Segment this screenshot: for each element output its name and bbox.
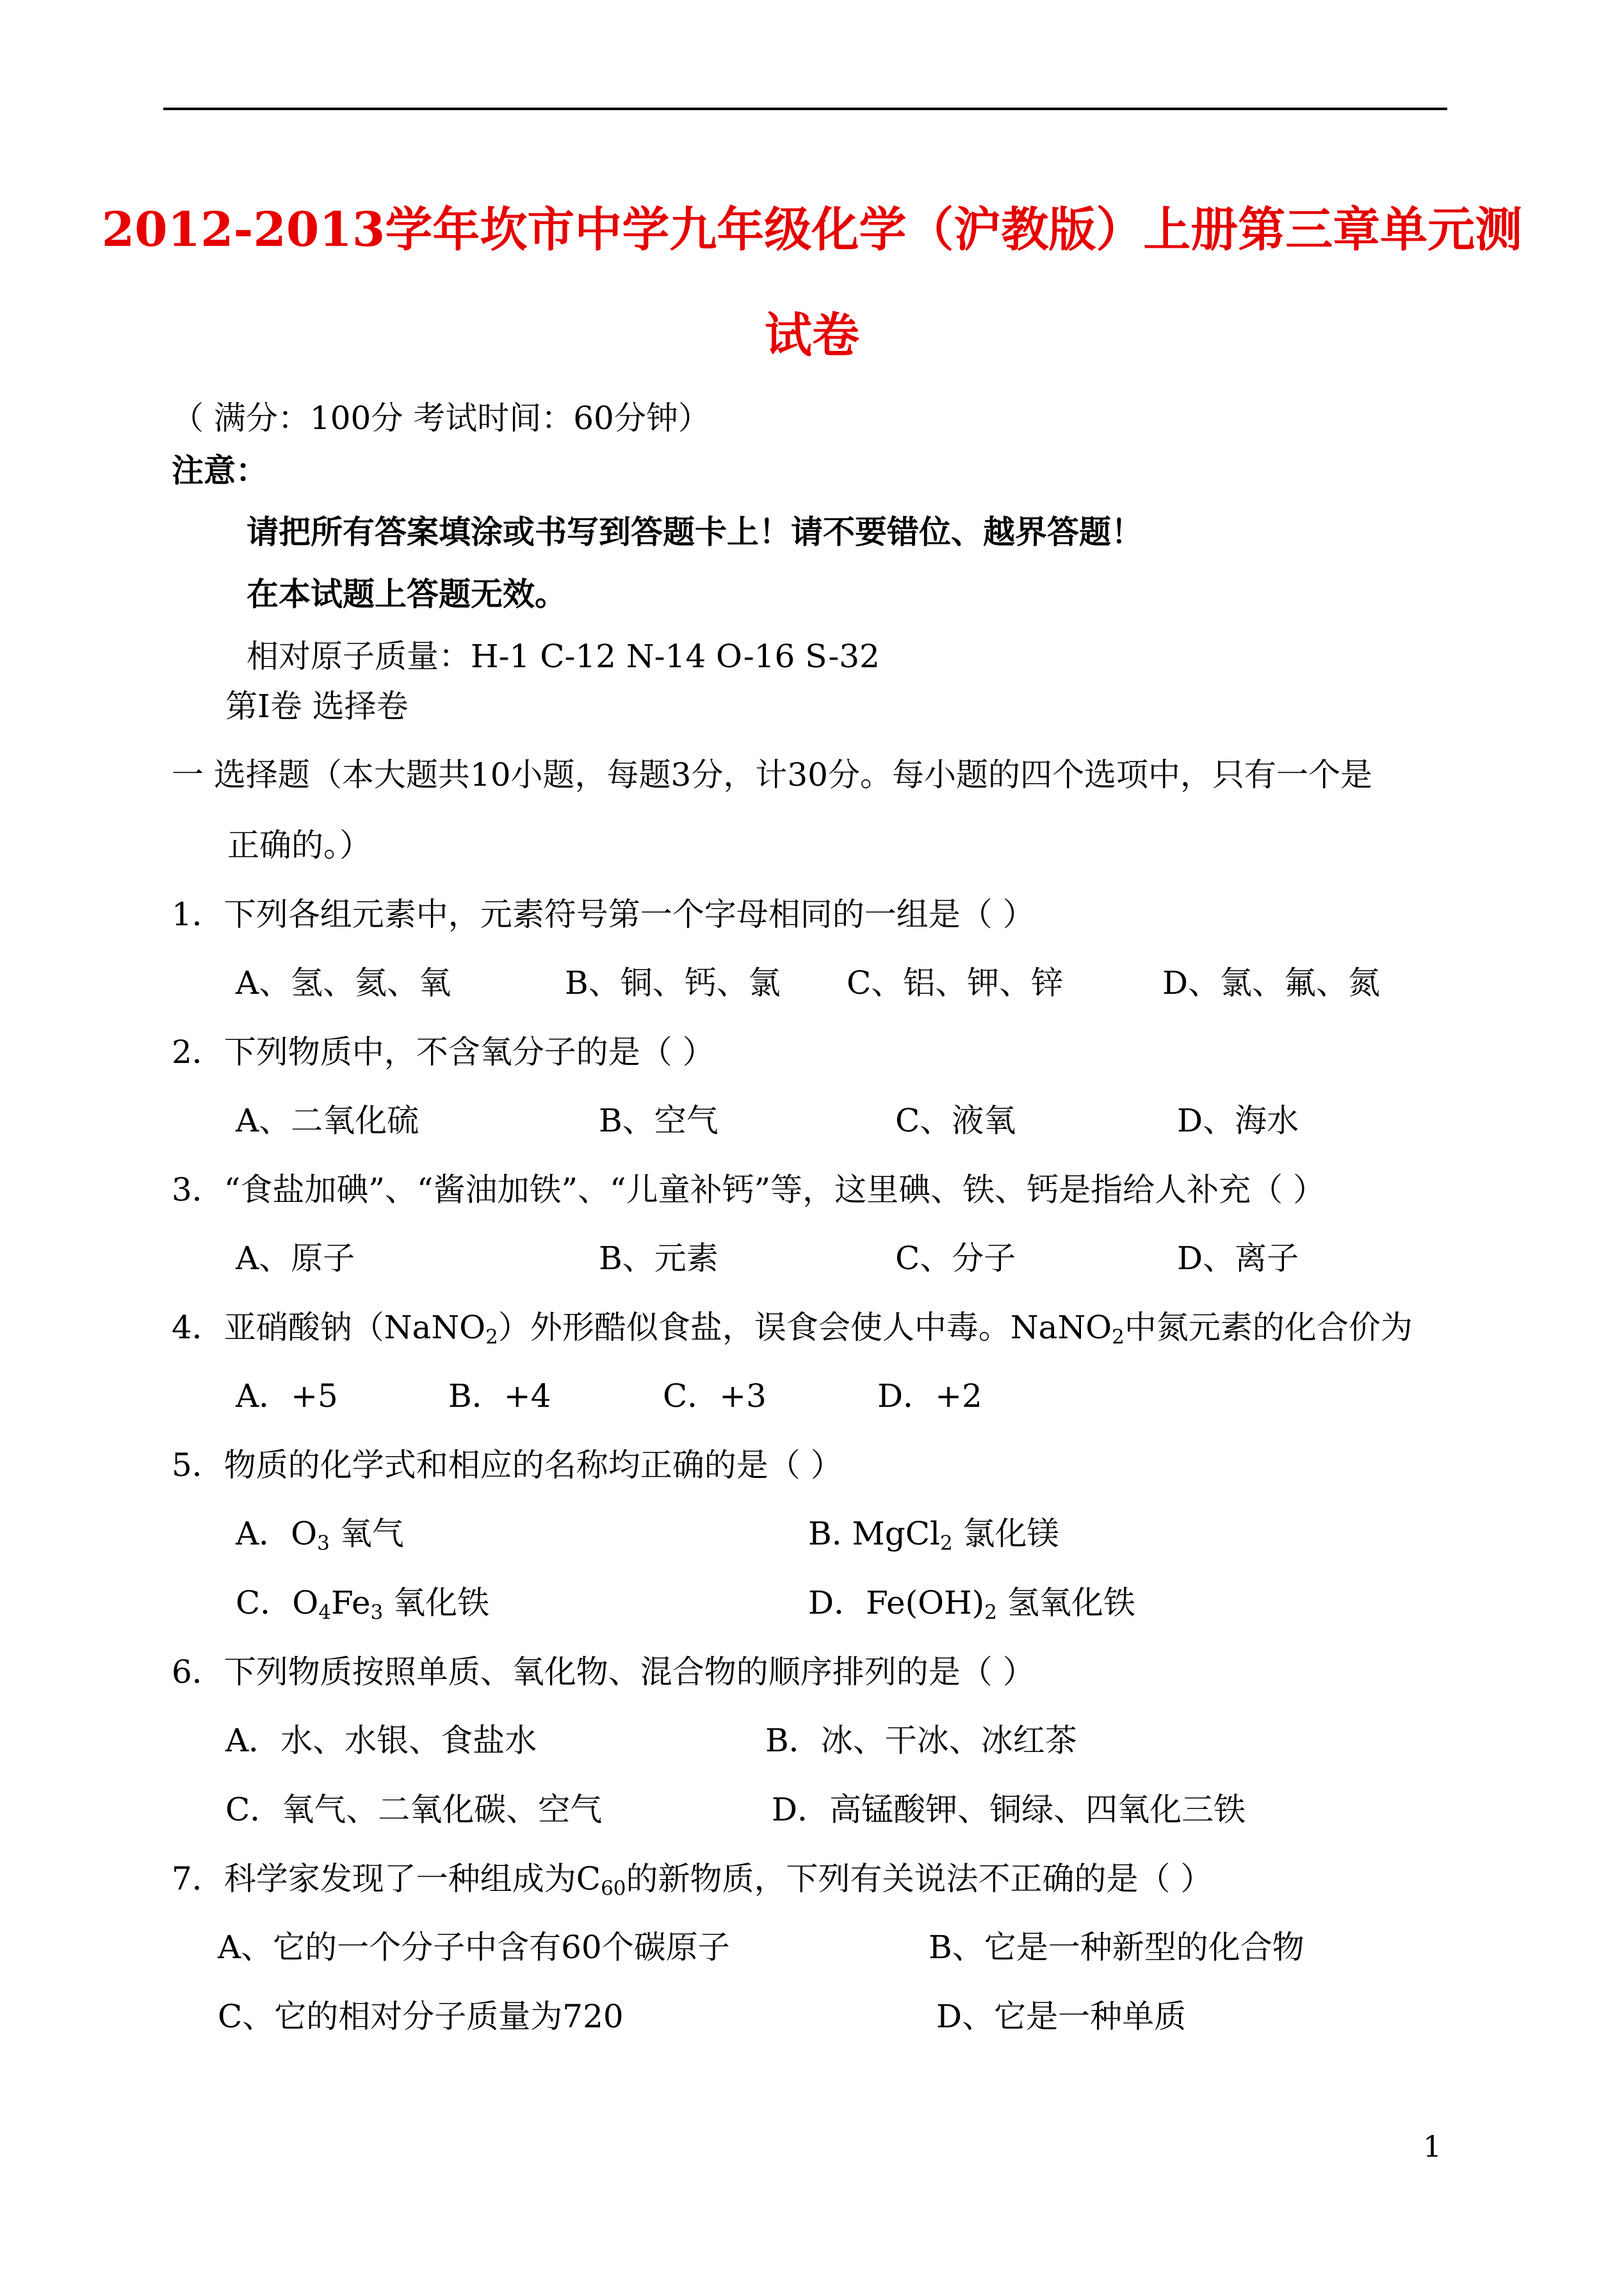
question-2-option-a: A、二氧化硫	[236, 1102, 419, 1139]
question-4-option-b: B．+4	[448, 1377, 551, 1415]
question-5-option-c: C．$O_4Fe_3$ 氧化铁	[236, 1584, 490, 1624]
question-6-option-a: A．水、水银、食盐水	[225, 1722, 537, 1759]
atomic-masses: 相对原子质量：H-1 C-12 N-14 O-16 S-32	[247, 638, 880, 675]
question-6-stem: 6．下列物质按照单质、氧化物、混合物的顺序排列的是（ ）	[172, 1653, 1035, 1691]
page-title-line1: 2012-2013学年坎市中学九年级化学（沪教版）上册第三章单元测	[101, 202, 1523, 257]
notice-label: 注意：	[172, 451, 268, 489]
question-1-option-a: A、氢、氦、氧	[236, 964, 451, 1002]
question-5-option-b: B. MgCl$_2$ 氯化镁	[808, 1515, 1059, 1555]
notice-line2: 在本试题上答题无效。	[247, 575, 567, 613]
question-4-option-a: A．+5	[236, 1377, 338, 1415]
question-7-option-d: D、它是一种单质	[936, 1998, 1187, 2035]
question-4-stem: 4．亚硝酸钠（NaNO$_2$）外形酷似食盐，误食会使人中毒。NaNO$_2$中氮元素的化合价为	[172, 1309, 1413, 1349]
header-rule	[163, 108, 1447, 110]
question-3-option-a: A、原子	[236, 1240, 355, 1277]
exam-info: （ 满分：100分 考试时间：60分钟）	[172, 400, 710, 437]
question-6-option-b: B．冰、干冰、冰红茶	[765, 1722, 1077, 1759]
question-2-stem: 2．下列物质中，不含氧分子的是（ ）	[172, 1034, 715, 1071]
question-7-option-b: B、它是一种新型的化合物	[929, 1929, 1304, 1966]
question-3-option-c: C、分子	[895, 1240, 1016, 1277]
notice-line1: 请把所有答案填涂或书写到答题卡上！请不要错位、越界答题！	[247, 513, 1143, 551]
question-1-stem: 1．下列各组元素中，元素符号第一个字母相同的一组是（ ）	[172, 896, 1035, 933]
question-4-option-d: D．+2	[877, 1377, 982, 1415]
question-5-option-d: D．$Fe(OH)_2$ 氢氧化铁	[808, 1584, 1135, 1624]
page-title-line2: 试卷	[765, 308, 859, 363]
question-2-option-b: B、空气	[599, 1102, 719, 1139]
question-5-stem: 5．物质的化学式和相应的名称均正确的是（ ）	[172, 1447, 843, 1484]
question-2-option-d: D、海水	[1177, 1102, 1299, 1139]
question-7-option-c: C、它的相对分子质量为720	[218, 1998, 624, 2035]
section-title: 第Ⅰ卷 选择卷	[225, 688, 409, 725]
part-one-line1: 一 选择题（本大题共10小题，每题3分，计30分。每小题的四个选项中，只有一个是	[172, 756, 1372, 793]
question-1-option-d: D、氯、氟、氮	[1162, 964, 1381, 1002]
question-2-option-c: C、液氧	[895, 1102, 1016, 1139]
question-7-option-a: A、它的一个分子中含有60个碳原子	[218, 1929, 730, 1966]
question-3-stem: 3．“食盐加碘”、“酱油加铁”、“儿童补钙”等，这里碘、铁、钙是指给人补充（ ）	[172, 1171, 1326, 1208]
part-one-line2: 正确的。）	[227, 827, 371, 864]
question-5-option-a: A．$O_3$ 氧气	[236, 1515, 404, 1555]
question-1-option-c: C、铝、钾、锌	[847, 964, 1064, 1002]
question-1-option-b: B、铜、钙、氯	[565, 964, 781, 1002]
question-3-option-b: B、元素	[599, 1240, 719, 1277]
question-7-stem: 7．科学家发现了一种组成为$C_{60}$的新物质，下列有关说法不正确的是（ ）	[172, 1860, 1213, 1900]
question-6-option-c: C．氧气、二氧化碳、空气	[225, 1791, 603, 1828]
question-4-option-c: C．+3	[663, 1377, 767, 1415]
page-number: 1	[1423, 2129, 1442, 2164]
question-6-option-d: D．高锰酸钾、铜绿、四氧化三铁	[772, 1791, 1246, 1828]
question-3-option-d: D、离子	[1177, 1240, 1299, 1277]
